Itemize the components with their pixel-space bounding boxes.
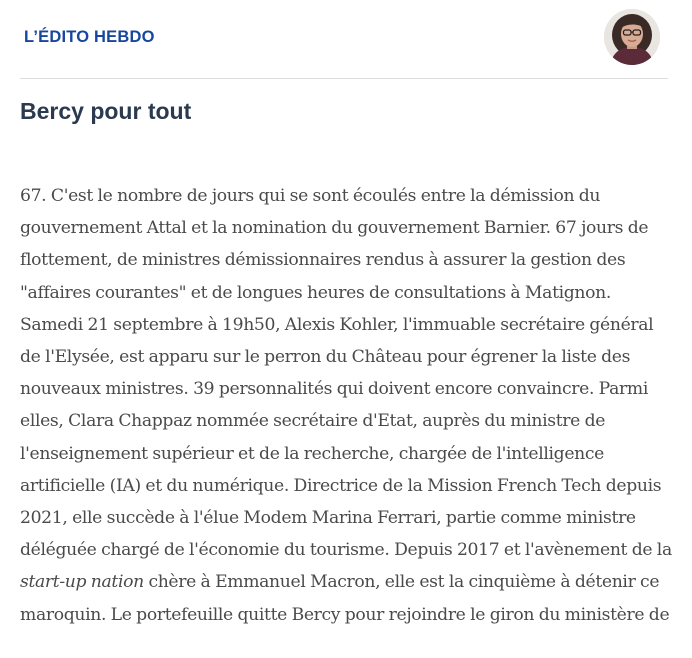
article-body-text-continued: chère à Emmanuel Macron, elle est la cinquième à détenir ce maroquin. Le portefeuille quitte Bercy pour rejoindre le giron du ministère de — [20, 572, 670, 625]
article-body-italic: start-up nation — [20, 572, 144, 593]
article-body — [20, 180, 672, 631]
newsletter-header — [20, 0, 668, 79]
author-avatar — [604, 9, 660, 65]
article-body-text: 67. C'est le nombre de jours qui se sont écoulés entre la démission du gouvernement Attal et la nomination du gouvernement Barnier. 67 jours de flottement, de ministres démissionnaires rendus à assurer la gestion des "affaires courantes" et de longues heures de consultations à Matignon. Samedi 21 septembre à 19h50, Alexis Kohler, l'immuable secrétaire général de l'Elysée, est apparu sur le perron du Château pour égrener la liste des nouveaux ministres. 39 personnalités qui doivent encore convaincre. Parmi elles, Clara Chappaz nommée secrétaire d'Etat, auprès du ministre de l'enseignement supérieur et de la recherche, chargée de l'intelligence artificielle (IA) et du numérique. Directrice de la Mission French Tech depuis 2021, elle succède à l'élue Modem Marina Ferrari, partie comme ministre déléguée chargé de l'économie du tourisme. Depuis 2017 et l'avènement de la — [20, 186, 672, 561]
article-title: Bercy pour tout — [20, 98, 192, 124]
section-label: L’ÉDITO HEBDO — [24, 28, 155, 46]
author-portrait-icon — [604, 9, 660, 65]
